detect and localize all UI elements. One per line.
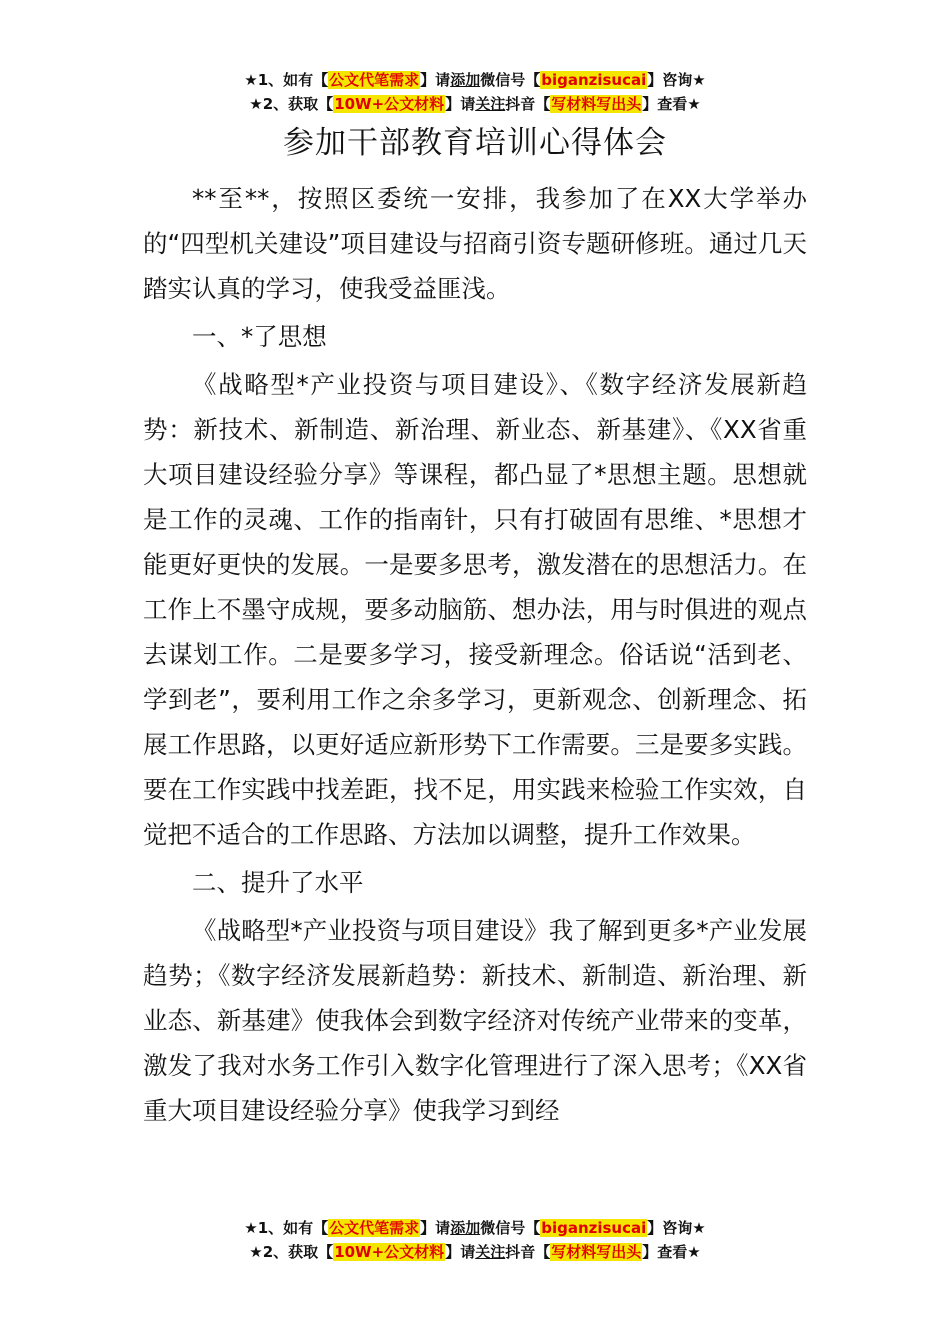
document-title: 参加干部教育培训心得体会 — [283, 125, 667, 161]
promo-highlight: 公文代笔需求 — [329, 71, 420, 89]
body-paragraph: 《战略型*产业投资与项目建设》、《数字经济发展新趋势：新技术、新制造、新治理、新业态、新基建》、《XX省重大项目建设经验分享》等课程，都凸显了*思想主题。思想就是工作的灵魂、工作的指南针，只有打破固有思维、*思想才能更好更快的发展。一是要多思考，激发潜在的思想活力。在工作上不墨守成规，要多动脑筋、想办法，用与时俱进的观点去谋划工作。二是要多学习，接受新理念。俗话说“活到老、学到老”，要利用工作之余多学习，更新观念、创新理念、拓展工作思路，以更好适应新形势下工作需要。三是要多实践。要在工作实践中找差距，找不足，用实践来检验工作实效，自觉把不适合的工作思路、方法加以调整，提升工作效果。 — [143, 370, 807, 849]
wechat-id-highlight: biganzisucai — [541, 1219, 647, 1237]
promo-line-1: ★1、如有【公文代笔需求】请添加微信号【biganzisucai】咨询★ — [244, 1219, 706, 1237]
promo-highlight: 公文代笔需求 — [329, 1219, 420, 1237]
promo-line-1: ★1、如有【公文代笔需求】请添加微信号【biganzisucai】咨询★ — [244, 71, 706, 89]
header-promo-banner — [0, 68, 950, 116]
footer-promo-banner — [0, 1216, 950, 1264]
section-heading-1: 一、*了思想 — [192, 322, 327, 351]
douyin-id-highlight: 写材料写出头 — [551, 1243, 642, 1261]
promo-highlight: 10W+公文材料 — [334, 95, 445, 113]
promo-highlight: 10W+公文材料 — [334, 1243, 445, 1261]
wechat-id-highlight: biganzisucai — [541, 71, 647, 89]
body-paragraph: 《战略型*产业投资与项目建设》我了解到更多*产业发展趋势；《数字经济发展新趋势：新技术、新制造、新治理、新业态、新基建》使我体会到数字经济对传统产业带来的变革，激发了我对水务工作引入数字化管理进行了深入思考；《XX省重大项目建设经验分享》使我学习到经 — [143, 916, 807, 1125]
intro-paragraph: **至**，按照区委统一安排，我参加了在XX大学举办的“四型机关建设”项目建设与招商引资专题研修班。通过几天踏实认真的学习，使我受益匪浅。 — [143, 184, 807, 303]
douyin-id-highlight: 写材料写出头 — [551, 95, 642, 113]
section-heading-2: 二、提升了水平 — [192, 868, 364, 897]
promo-line-2: ★2、获取【10W+公文材料】请关注抖音【写材料写出头】查看★ — [249, 1243, 701, 1261]
document-body — [143, 176, 807, 1133]
promo-line-2: ★2、获取【10W+公文材料】请关注抖音【写材料写出头】查看★ — [249, 95, 701, 113]
